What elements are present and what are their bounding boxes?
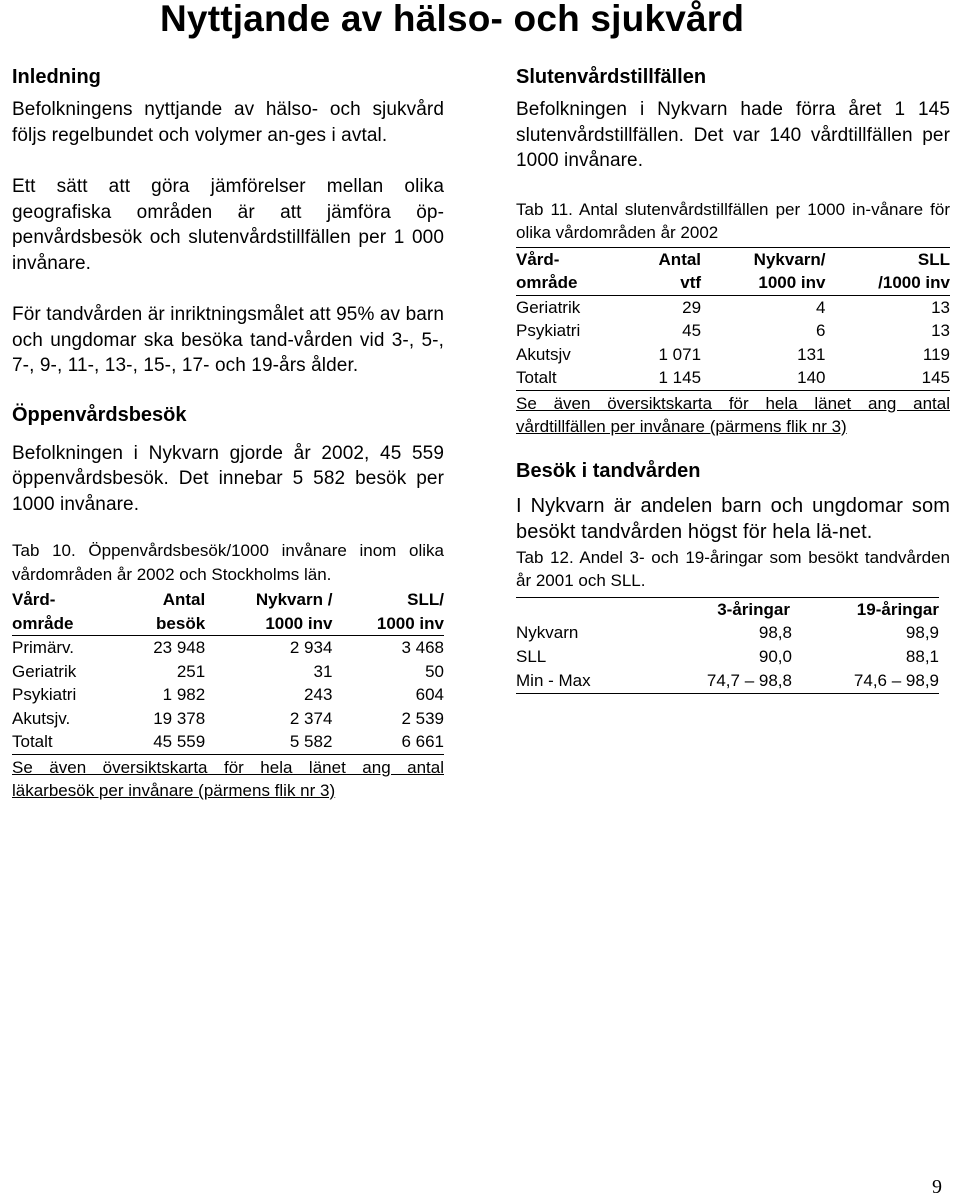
inpatient-paragraph: Befolkningen i Nykvarn hade förra året 1 145 slutenvårdstillfällen. Det var 140 vårdtillfällen per 1000 invånare. [516,99,950,171]
table-cell: Psykiatri [12,685,77,704]
table-cell: 29 [682,297,702,317]
table-cell: Min - Max [516,671,591,690]
table-row [516,621,939,645]
tab11-header-cell: Nykvarn/ [753,249,826,269]
table-cell: 74,7 – 98,8 [706,671,792,690]
table-cell: Primärv. [12,638,75,657]
table-row [12,707,444,731]
table-cell: 2 539 [401,708,444,728]
tab10-header-cell: SLL/ [407,590,444,609]
tab11-table [516,247,950,391]
table-row [12,660,444,684]
table-cell: 74,6 – 98,9 [853,671,939,690]
tab10-note-link[interactable]: Se även översiktskarta för hela länet ang antal läkarbesök per invånare (pärmens flik nr 3) [12,757,444,800]
table-cell: 13 [931,297,950,317]
tab10-header-cell: Nykvarn / [255,590,333,609]
table-cell: Totalt [12,732,53,751]
table-cell: Totalt [516,368,557,387]
tab10-table [12,588,444,755]
table-cell: 2 374 [289,708,333,728]
open-care-paragraph: Befolkningen i Nykvarn gjorde år 2002, 45 559 öppenvårdsbesök. Det innebar 5 582 besök per 1000 invånare. [12,442,444,515]
table-cell: 31 [313,661,333,681]
tab11-header-cell: /1000 inv [878,273,950,292]
table-cell: 604 [415,685,444,704]
dental-paragraph: I Nykvarn är andelen barn och ungdomar som besökt tandvården högst för hela lä-net. [516,494,950,543]
right-column [516,63,950,694]
table-cell: 4 [816,297,826,317]
table-cell: 119 [922,344,950,364]
tab12-caption: Tab 12. Andel 3- och 19-åringar som besökt tandvården år 2001 och SLL. [516,547,950,590]
tab12-header-cell: 19-åringar [856,599,939,619]
table-cell: 1 145 [658,368,702,387]
table-row [516,366,950,390]
table-cell: 145 [921,368,950,387]
tab11-header-cell: 1000 inv [758,273,826,292]
table-row [516,295,950,319]
table-cell: SLL [516,647,547,666]
table-cell: 131 [797,344,826,364]
table-cell: 45 [682,321,702,340]
intro-paragraph-2: Ett sätt att göra jämförelser mellan olika geografiska områden är att jämföra öp-penvårdsbesök och slutenvårdstillfällen per 1 000 invånare. [12,176,444,274]
table-cell: 6 [816,321,826,340]
table-cell: 3 468 [401,638,444,657]
tab11-header-cell: SLL [917,249,950,269]
tab11-header-row [516,247,950,271]
table-cell: 6 661 [401,732,444,751]
table-row [516,343,950,367]
intro-heading: Inledning [12,66,101,88]
left-column [12,63,444,803]
table-row [516,319,950,343]
table-cell: 140 [797,368,826,387]
tab10-header-cell: 1000 inv [265,613,333,633]
tab10-header-cell: område [12,613,74,633]
tab12-table [516,597,939,695]
table-cell: 1 071 [658,344,702,364]
table-cell: 88,1 [905,647,939,666]
table-cell: 5 582 [289,732,333,751]
tab10-header-cell: 1000 inv [376,613,444,633]
page-number: 9 [932,1176,942,1198]
table-cell: 90,0 [758,647,792,666]
table-row [12,636,444,660]
open-care-heading: Öppenvårdsbesök [12,403,187,426]
table-row [516,645,939,669]
table-cell: 50 [425,661,444,681]
table-cell: 98,9 [905,623,939,642]
page-title: Nyttjande av hälso- och sjukvård [160,0,745,39]
tab12-header-cell [516,597,645,621]
tab12-header-cell: 3-åringar [717,599,790,619]
table-cell: Geriatrik [12,661,77,681]
tab11-note-link[interactable]: Se även översiktskarta för hela länet ang antal vårdtillfällen per invånare (pärmens flik nr 3) [516,393,950,436]
tab11-header-cell: Antal [658,249,702,269]
intro-paragraph-1: Befolkningens nyttjande av hälso- och sjukvård följs regelbundet och volymer an-ges i avtal. [12,99,444,146]
intro-paragraph-3: För tandvården är inriktningsmålet att 95% av barn och ungdomar ska besöka tand-vården vid 3-, 5-, 7-, 9-, 11-, 13-, 15-, 17- och 19-års ålder. [12,304,444,376]
dental-heading: Besök i tandvården [516,459,701,482]
table-cell: 1 982 [162,685,206,704]
table-cell: Akutsjv [516,344,571,364]
table-cell: 19 378 [153,708,206,728]
table-cell: 98,8 [758,623,792,642]
table-row [12,730,444,754]
tab12-header-row [516,597,939,621]
table-cell: 251 [176,661,206,681]
tab10-header-cell: Vård- [12,590,56,609]
tab11-header-row [516,271,950,295]
tab10-header-row [12,612,444,636]
table-cell: 13 [931,321,950,340]
inpatient-heading: Slutenvårdstillfällen [516,66,707,88]
table-row [12,683,444,707]
tab10-header-row [12,588,444,612]
table-cell: 45 559 [153,732,206,751]
tab10-caption: Tab 10. Öppenvårdsbesök/1000 invånare inom olika vårdområden år 2002 och Stockholms län. [12,541,444,584]
tab10-header-cell: besök [156,613,206,633]
table-cell: Akutsjv. [12,708,71,728]
table-cell: Nykvarn [516,623,579,642]
tab11-header-cell: område [516,273,578,292]
tab11-header-cell: Vård- [516,249,560,269]
table-row [516,669,939,694]
tab10-header-cell: Antal [162,590,206,609]
table-cell: Geriatrik [516,297,581,317]
tab11-header-cell: vtf [680,273,702,292]
table-cell: 2 934 [289,638,333,657]
table-cell: 243 [304,685,333,704]
table-cell: Psykiatri [516,321,581,340]
tab11-caption: Tab 11. Antal slutenvårdstillfällen per 1000 in-vånare för olika vårdområden år 2002 [516,199,950,242]
table-cell: 23 948 [153,638,206,657]
